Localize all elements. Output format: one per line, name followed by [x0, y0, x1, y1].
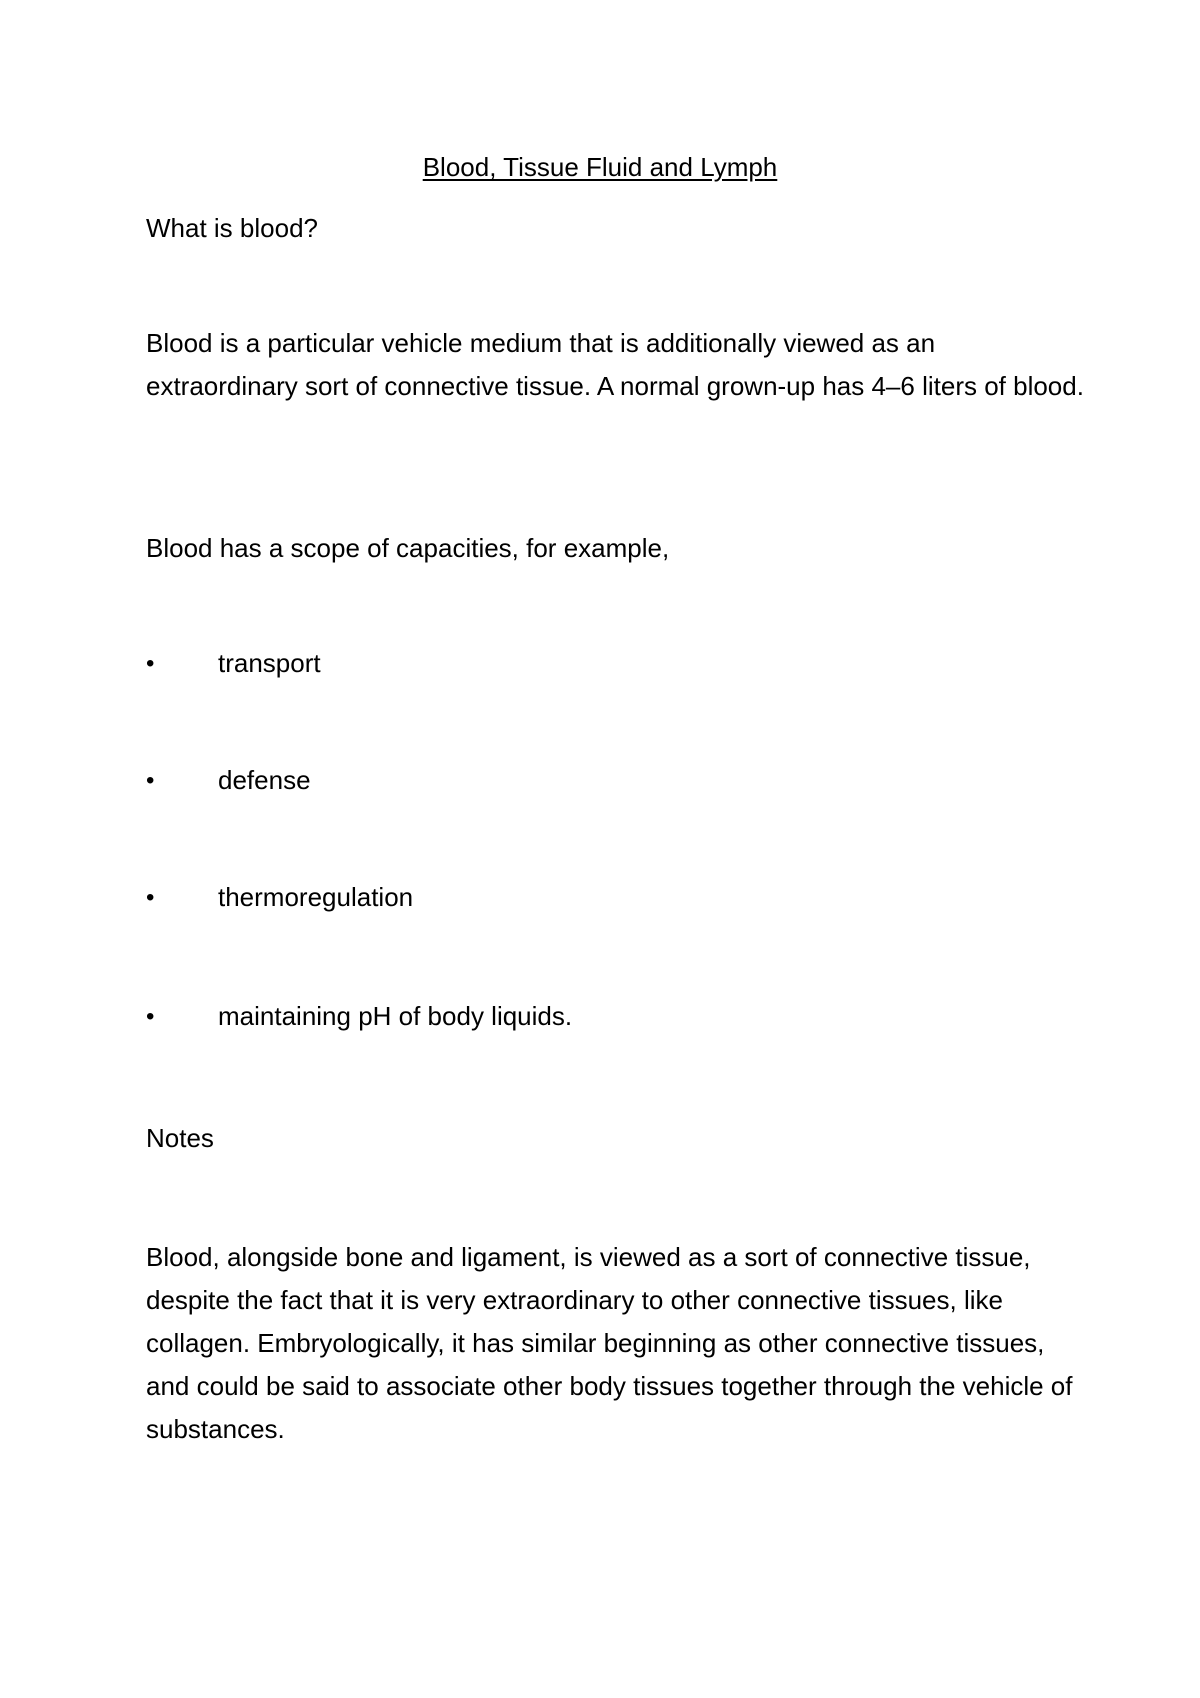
question-heading: What is blood?	[146, 213, 318, 243]
list-item	[146, 876, 1086, 919]
list-item-label: thermoregulation	[218, 882, 414, 912]
list-item	[146, 995, 1086, 1038]
notes-heading: Notes	[146, 1123, 214, 1153]
list-item-label: maintaining pH of body liquids.	[218, 1001, 573, 1031]
functions-intro-paragraph: Blood has a scope of capacities, for example,	[146, 533, 670, 563]
document-title: Blood, Tissue Fluid and Lymph	[422, 152, 778, 182]
bullet-icon: •	[146, 767, 155, 794]
bullet-icon: •	[146, 650, 155, 677]
list-item-label: defense	[218, 765, 311, 795]
bullet-icon: •	[146, 884, 155, 911]
bullet-icon: •	[146, 1003, 155, 1030]
list-item	[146, 642, 1086, 685]
definition-paragraph: Blood is a particular vehicle medium that is additionally viewed as an extraordinary sort of connective tissue. A normal grown-up has 4–6 liters of blood.	[146, 328, 1084, 401]
list-item	[146, 759, 1086, 802]
notes-paragraph: Blood, alongside bone and ligament, is viewed as a sort of connective tissue, despite the fact that it is very extraordinary to other connective tissues, like collagen. Embryologically, it has similar beginning as other connective tissues, and could be said to associate other body tissues together through the vehicle of substances.	[146, 1242, 1073, 1444]
list-item-label: transport	[218, 648, 321, 678]
